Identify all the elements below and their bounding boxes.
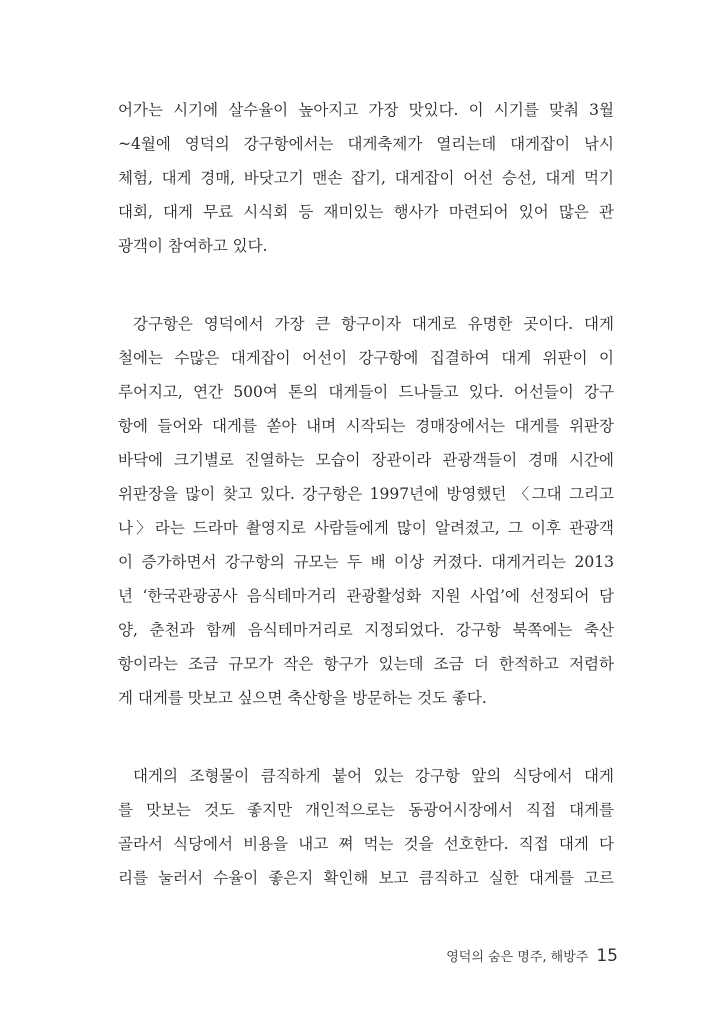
text-line: 이 증가하면서 강구항의 규모는 두 배 이상 커졌다. 대게거리는 2013 bbox=[118, 553, 614, 571]
text-line: 체험, 대게 경매, 바닷고기 맨손 잡기, 대게잡이 어선 승선, 대게 먹기 bbox=[118, 169, 614, 187]
text-line: 위판장을 많이 찾고 있다. 강구항은 1997년에 방영했던 〈그대 그리고 bbox=[118, 485, 614, 503]
text-line: 년 ‘한국관광공사 음식테마거리 관광활성화 지원 사업’에 선정되어 담 bbox=[118, 587, 614, 605]
text-line: 바닥에 크기별로 진열하는 모습이 장관이라 관광객들이 경매 시간에 bbox=[118, 451, 614, 469]
text-line: 철에는 수많은 대게잡이 어선이 강구항에 집결하여 대게 위판이 이 bbox=[118, 349, 614, 367]
text-line: 리를 눌러서 수율이 좋은지 확인해 보고 큼직하고 실한 대게를 고르 bbox=[118, 869, 614, 887]
text-line: 항에 들어와 대게를 쏟아 내며 시작되는 경매장에서는 대게를 위판장 bbox=[118, 417, 614, 435]
text-line: 강구항은 영덕에서 가장 큰 항구이자 대게로 유명한 곳이다. 대게 bbox=[133, 315, 614, 333]
text-line: 를 맛보는 것도 좋지만 개인적으로는 동광어시장에서 직접 대게를 bbox=[118, 801, 614, 819]
text-line: 게 대게를 맛보고 싶으면 축산항을 방문하는 것도 좋다. bbox=[118, 689, 487, 707]
text-line: ~4월에 영덕의 강구항에서는 대게축제가 열리는데 대게잡이 낚시 bbox=[118, 135, 614, 153]
text-line: 루어지고, 연간 500여 톤의 대게들이 드나들고 있다. 어선들이 강구 bbox=[118, 383, 614, 401]
text-line: 나〉라는 드라마 촬영지로 사람들에게 많이 알려졌고, 그 이후 관광객 bbox=[118, 519, 614, 537]
text-line: 대회, 대게 무료 시식회 등 재미있는 행사가 마련되어 있어 많은 관 bbox=[118, 203, 614, 221]
text-line: 어가는 시기에 살수율이 높아지고 가장 맛있다. 이 시기를 맞춰 3월 bbox=[118, 101, 614, 119]
page-number: 15 bbox=[596, 946, 618, 966]
text-line: 광객이 참여하고 있다. bbox=[118, 237, 268, 255]
running-title: 영덕의 숨은 명주, 해방주 bbox=[446, 950, 589, 965]
page-footer bbox=[446, 946, 618, 966]
text-line: 대게의 조형물이 큼직하게 붙어 있는 강구항 앞의 식당에서 대게 bbox=[133, 767, 614, 785]
text-line: 양, 춘천과 함께 음식테마거리로 지정되었다. 강구항 북쪽에는 축산 bbox=[118, 621, 614, 639]
text-line: 항이라는 조금 규모가 작은 항구가 있는데 조금 더 한적하고 저렴하 bbox=[118, 655, 614, 673]
text-line: 골라서 식당에서 비용을 내고 쪄 먹는 것을 선호한다. 직접 대게 다 bbox=[118, 835, 614, 853]
